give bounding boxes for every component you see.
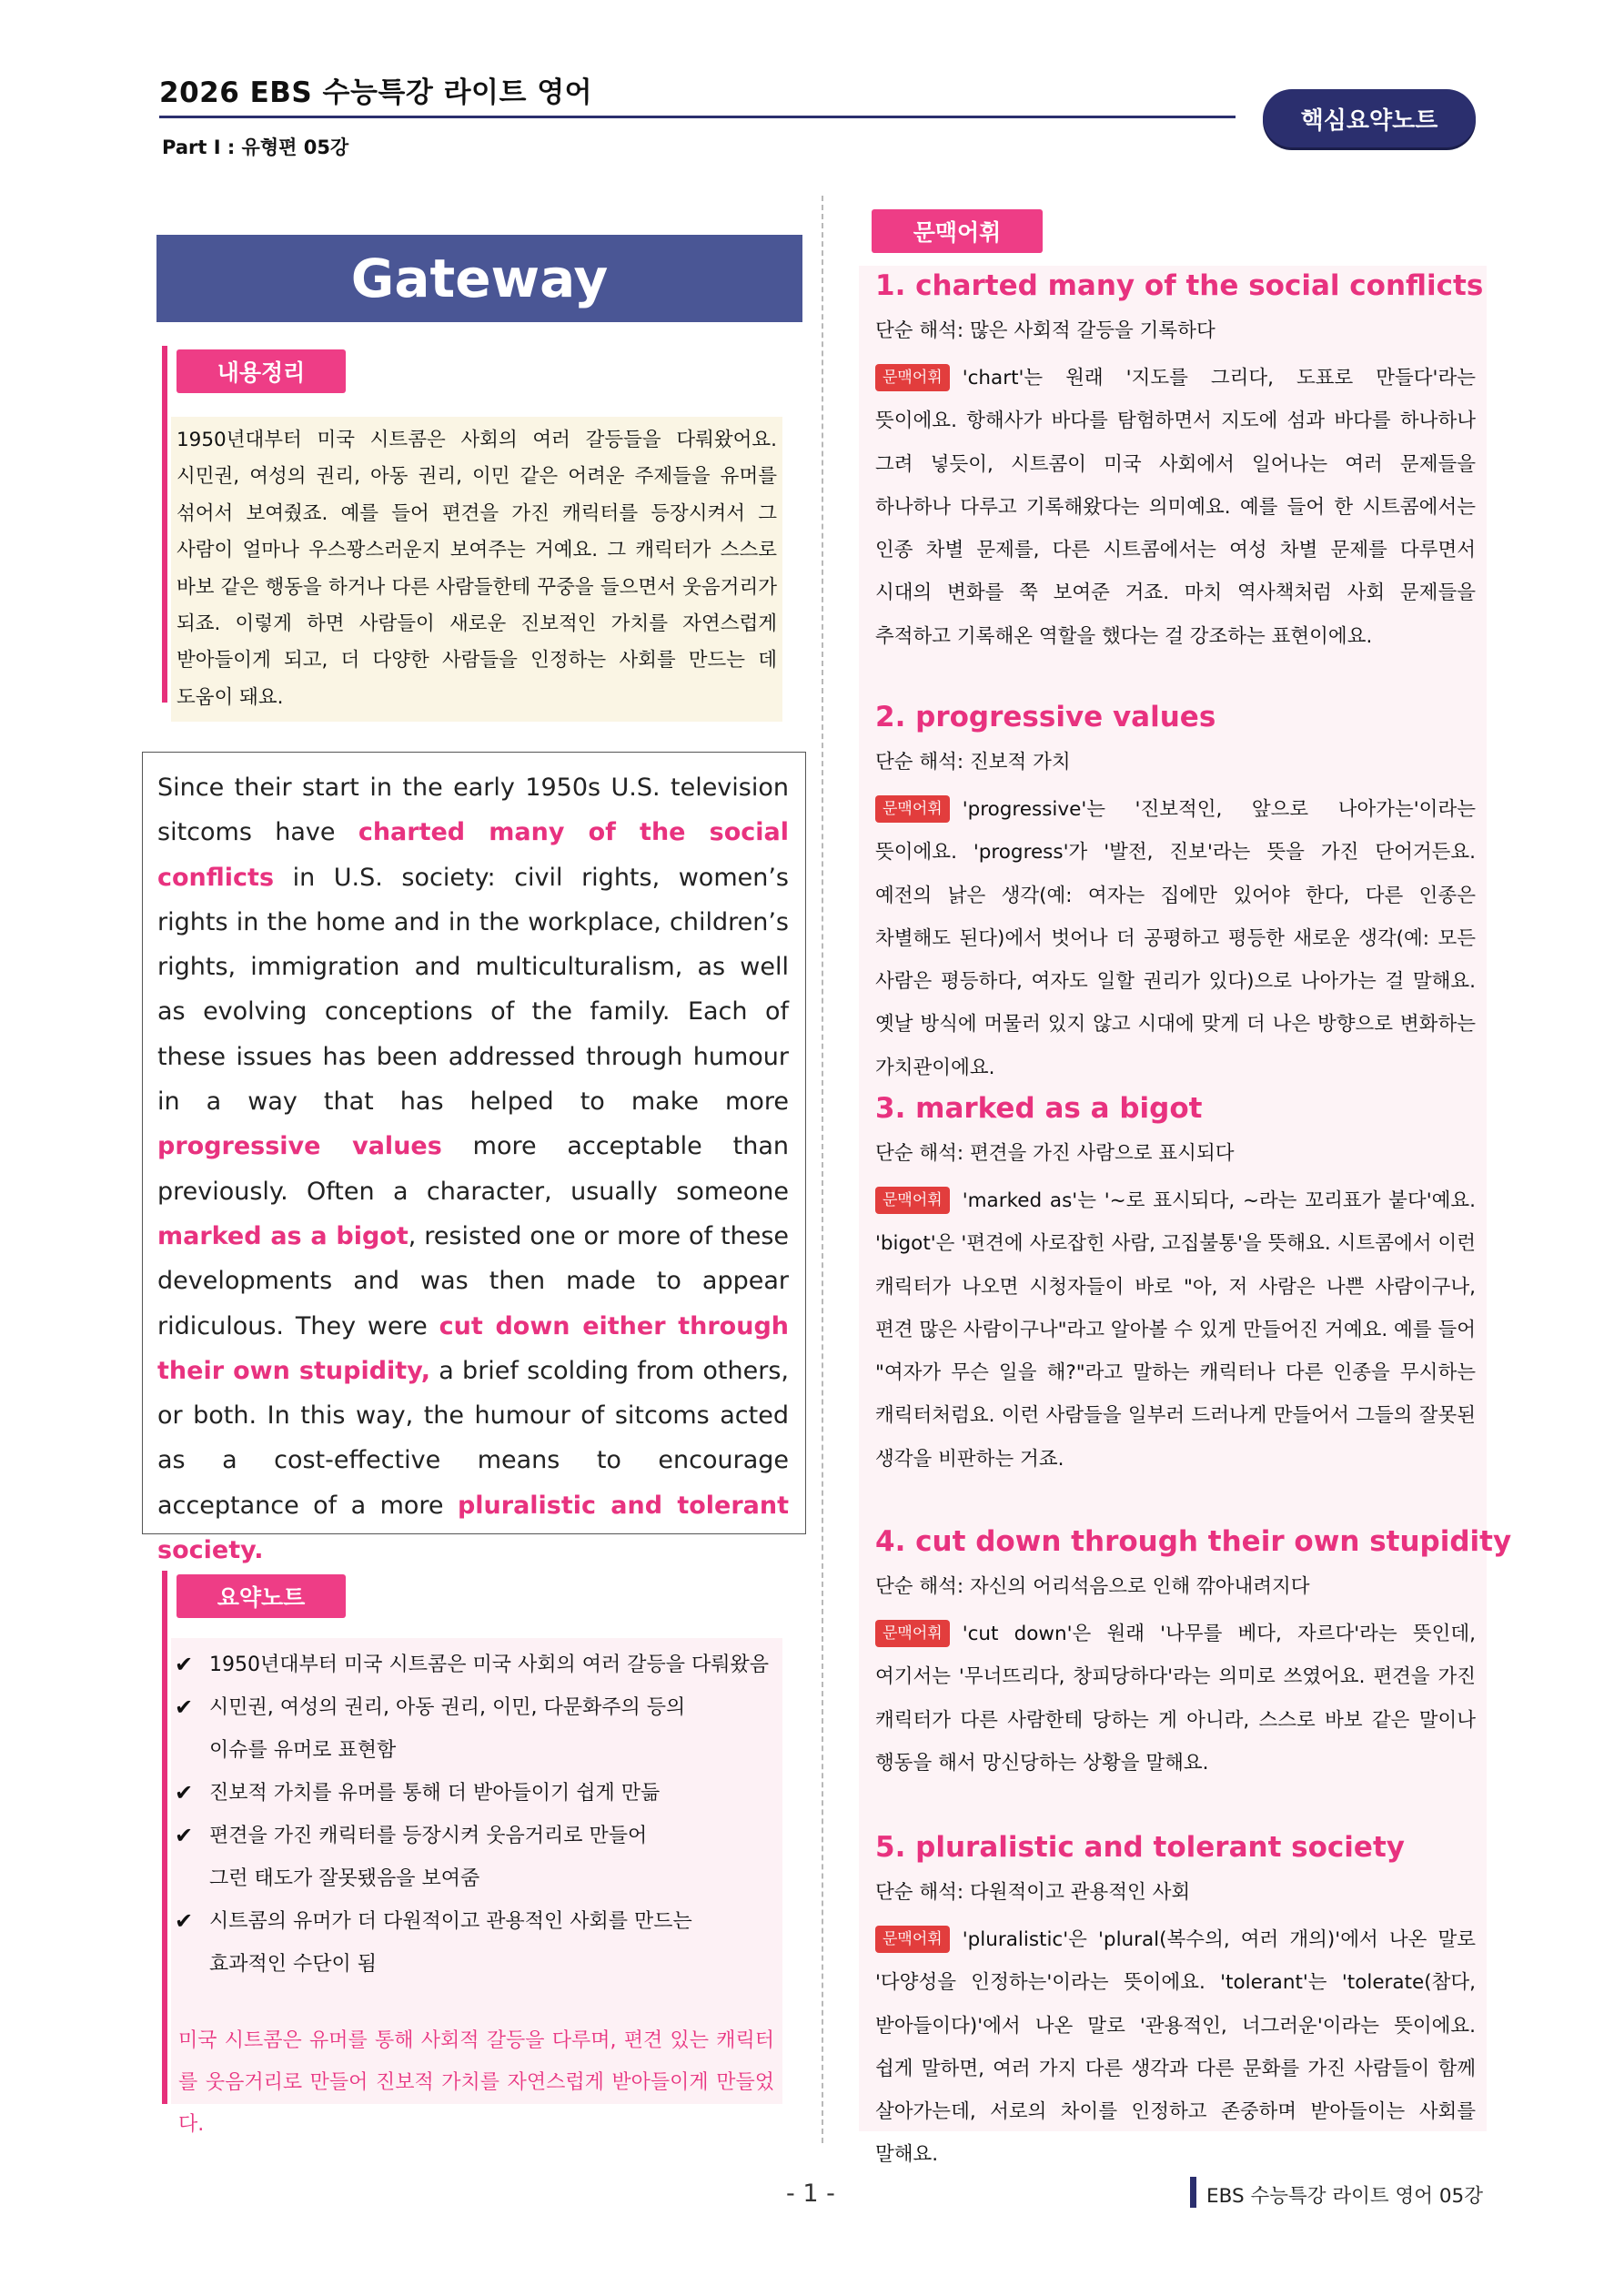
mini-tag: 문맥어휘: [875, 1926, 950, 1953]
page-number: - 1 -: [786, 2180, 835, 2208]
summary-accent-bar: [162, 346, 167, 703]
vocab-simple: 단순 해석: 많은 사회적 갈등을 기록하다: [875, 319, 1215, 342]
passage-text: in U.S. society: civil rights, women’s rights in the home and in the workplace, children’s rights, immigration and multiculturalism, as well as evolving conceptions of the family. Each of these issues has been addressed through humour in a way that has helped to make more: [157, 863, 789, 1117]
vocab-title: 5. pluralistic and tolerant society: [875, 1831, 1405, 1864]
header-rule: [159, 116, 1236, 118]
vocab-simple: 단순 해석: 자신의 어리석음으로 인해 깎아내려지다: [875, 1575, 1310, 1598]
footer-accent-bar: [1190, 2177, 1196, 2208]
part-label: Part Ⅰ : 유형편 05강: [162, 137, 349, 158]
vocab-title: 3. marked as a bigot: [875, 1092, 1203, 1125]
gateway-banner: Gateway: [156, 235, 802, 322]
note-accent-bar: [162, 1571, 167, 2104]
english-passage: [142, 752, 806, 1565]
check-icon: ✔: [175, 1780, 194, 1805]
mini-tag: 문맥어휘: [875, 795, 950, 823]
vocab-body: [875, 1613, 1476, 1785]
passage-text: more acceptable than previously. Often a character, usually someone: [157, 1132, 789, 1206]
vocab-body: [875, 788, 1476, 1089]
passage-highlight: marked as a bigot: [157, 1221, 409, 1250]
vocab-simple: 단순 해석: 진보적 가치: [875, 751, 1071, 774]
vocab-body-text: 'pluralistic'은 'plural(복수의, 여러 개의)'에서 나온 말로 '다양성을 인정하는'이라는 뜻이에요. 'tolerant'는 'tolerate(참다, 받아들이다)'에서 나온 말로 '관용적인, 너그러운'이라는 뜻이에요. 쉽게 말하면, 여러 가지 다른 생각과 다른 문화를 가진 사람들이 함께 살아가는데, 서로의 차이를 인정하고 존중하며 받아들이는 사회를 말해요.: [875, 1928, 1476, 2167]
note-text: 시트콤의 유머가 더 다원적이고 관용적인 사회를 만드는: [209, 1910, 692, 1933]
vocab-title: 2. progressive values: [875, 701, 1216, 733]
vocab-body-text: 'cut down'은 원래 '나무를 베다, 자르다'라는 뜻인데, 여기서는 '무너뜨리다, 창피당하다'라는 의미로 쓰였어요. 편견을 가진 캐릭터가 다른 사람한테 당하는 게 아니라, 스스로 바보 같은 말이나 행동을 해서 망신당하는 상황을 말해요.: [875, 1623, 1476, 1775]
footer-label: EBS 수능특강 라이트 영어 05강: [1206, 2185, 1483, 2208]
check-icon: ✔: [175, 1694, 194, 1720]
passage-text: a brief scolding from others, or both. In this way, the humour of sitcoms acted as a cost-effective means to encourage acceptance of a more: [157, 1356, 789, 1520]
note-text: 편견을 가진 캐릭터를 등장시켜 웃음거리로 만들어: [209, 1825, 648, 1847]
mini-tag: 문맥어휘: [875, 1187, 950, 1214]
summary-notes: [171, 1638, 782, 2136]
summary-note-badge: 핵심요약노트: [1263, 89, 1476, 147]
vocab-title: 4. cut down through their own stupidity: [875, 1525, 1512, 1558]
vocab-body: [875, 1918, 1476, 2177]
note-item: [175, 1900, 782, 1986]
summary-text: 1950년대부터 미국 시트콤은 사회의 여러 갈등들을 다뤄왔어요. 시민권, 여성의 권리, 아동 권리, 이민 같은 어려운 주제들을 유머를 섞어서 보여줬죠. 예를 들어 편견을 가진 캐릭터를 등장시켜서 그 사람이 얼마나 우스꽝스러운지 보여주는 거예요. 그 캐릭터가 스스로 바보 같은 행동을 하거나 다른 사람들한테 꾸중을 들으면서 웃음거리가 되죠. 이렇게 하면 사람들이 새로운 진보적인 가치를 자연스럽게 받아들이게 되고, 더 다양한 사람들을 인정하는 사회를 만드는 데 도움이 돼요.: [171, 417, 782, 722]
vocab-body-text: 'progressive'는 '진보적인, 앞으로 나아가는'이라는 뜻이에요. 'progress'가 '발전, 진보'라는 뜻을 가진 단어거든요. 예전의 낡은 생각(예: 여자는 집에만 있어야 한다, 다른 인종은 차별해도 된다)에서 벗어나 더 공평하고 평등한 새로운 생각(예: 모든 사람은 평등하다, 여자도 일할 권리가 있다)으로 나아가는 걸 말해요. 옛날 방식에 머물러 있지 않고 시대에 맞게 더 나은 방향으로 변화하는 가치관이에요.: [875, 798, 1476, 1079]
note-text: 1950년대부터 미국 시트콤은 미국 사회의 여러 갈등을 다뤄왔음: [209, 1654, 769, 1676]
vocab-body-text: 'chart'는 원래 '지도를 그리다, 도표로 만들다'라는 뜻이에요. 항해사가 바다를 탐험하면서 지도에 섬과 바다를 하나하나 그려 넣듯이, 시트콤이 미국 사회에서 일어나는 여러 문제들을 하나하나 다루고 기록해왔다는 의미예요. 예를 들어 한 시트콤에서는 인종 차별 문제를, 다른 시트콤에서는 여성 차별 문제를 다루면서 시대의 변화를 쭉 보여준 거죠. 마치 역사책처럼 사회 문제들을 추적하고 기록해온 역할을 했다는 걸 강조하는 표현이에요.: [875, 367, 1476, 648]
vocab-simple: 단순 해석: 편견을 가진 사람으로 표시되다: [875, 1142, 1235, 1165]
vocab-body-text: 'marked as'는 '~로 표시되다, ~라는 꼬리표가 붙다'예요. 'bigot'은 '편견에 사로잡힌 사람, 고집불통'을 뜻해요. 시트콤에서 이런 캐릭터가 나오면 시청자들이 바로 "아, 저 사람은 나쁜 사람이구나, 편견 많은 사람이구나"라고 알아볼 수 있게 만들어진 거예요. 예를 들어 "여자가 무슨 일을 해?"라고 말하는 캐릭터나 다른 인종을 무시하는 캐릭터처럼요. 이런 사람들을 일부러 드러나게 만들어서 그들의 잘못된 생각을 비판하는 거죠.: [875, 1189, 1476, 1471]
passage-text: , resisted one or more of these developments and was then made to appear ridiculous. They were: [157, 1221, 789, 1340]
column-divider: [822, 196, 823, 2143]
vocab-body: [875, 1179, 1476, 1481]
check-icon: ✔: [175, 1652, 194, 1677]
vocab-tag: 문맥어휘: [872, 209, 1043, 253]
note-item: [175, 1815, 782, 1900]
passage-highlight: cut down either through their own stupidity,: [157, 1311, 789, 1385]
vocab-body: [875, 357, 1476, 658]
summary-tag: 내용정리: [177, 349, 346, 393]
note-text: 이슈를 유머로 표현함: [209, 1739, 397, 1762]
note-conclusion: 미국 시트콤은 유머를 통해 사회적 갈등을 다루며, 편견 있는 캐릭터를 웃음거리로 만들어 진보적 가치를 자연스럽게 받아들이게 만들었다.: [178, 2029, 774, 2136]
passage-highlight: progressive values: [157, 1132, 442, 1161]
note-item: [175, 1772, 782, 1815]
check-icon: ✔: [175, 1908, 194, 1934]
passage-highlight: charted many of the social conflicts: [157, 818, 789, 892]
note-text: 효과적인 수단이 됨: [209, 1953, 378, 1976]
document-title: 2026 EBS 수능특강 라이트 영어: [159, 76, 593, 109]
note-item: [175, 1644, 782, 1686]
mini-tag: 문맥어휘: [875, 1620, 950, 1647]
note-item: [175, 1686, 782, 1772]
mini-tag: 문맥어휘: [875, 364, 950, 391]
note-text: 그런 태도가 잘못됐음을 보여줌: [209, 1867, 480, 1890]
check-icon: ✔: [175, 1823, 194, 1848]
passage-text: Since their start in the early 1950s U.S. television sitcoms have: [157, 774, 789, 847]
note-text: 진보적 가치를 유머를 통해 더 받아들이기 쉽게 만듦: [209, 1782, 661, 1805]
vocab-simple: 단순 해석: 다원적이고 관용적인 사회: [875, 1881, 1191, 1904]
note-text: 시민권, 여성의 권리, 아동 권리, 이민, 다문화주의 등의: [209, 1696, 686, 1719]
vocab-title: 1. charted many of the social conflicts: [875, 269, 1484, 302]
passage-highlight: pluralistic and tolerant society.: [157, 1491, 790, 1565]
note-tag: 요약노트: [177, 1574, 346, 1618]
